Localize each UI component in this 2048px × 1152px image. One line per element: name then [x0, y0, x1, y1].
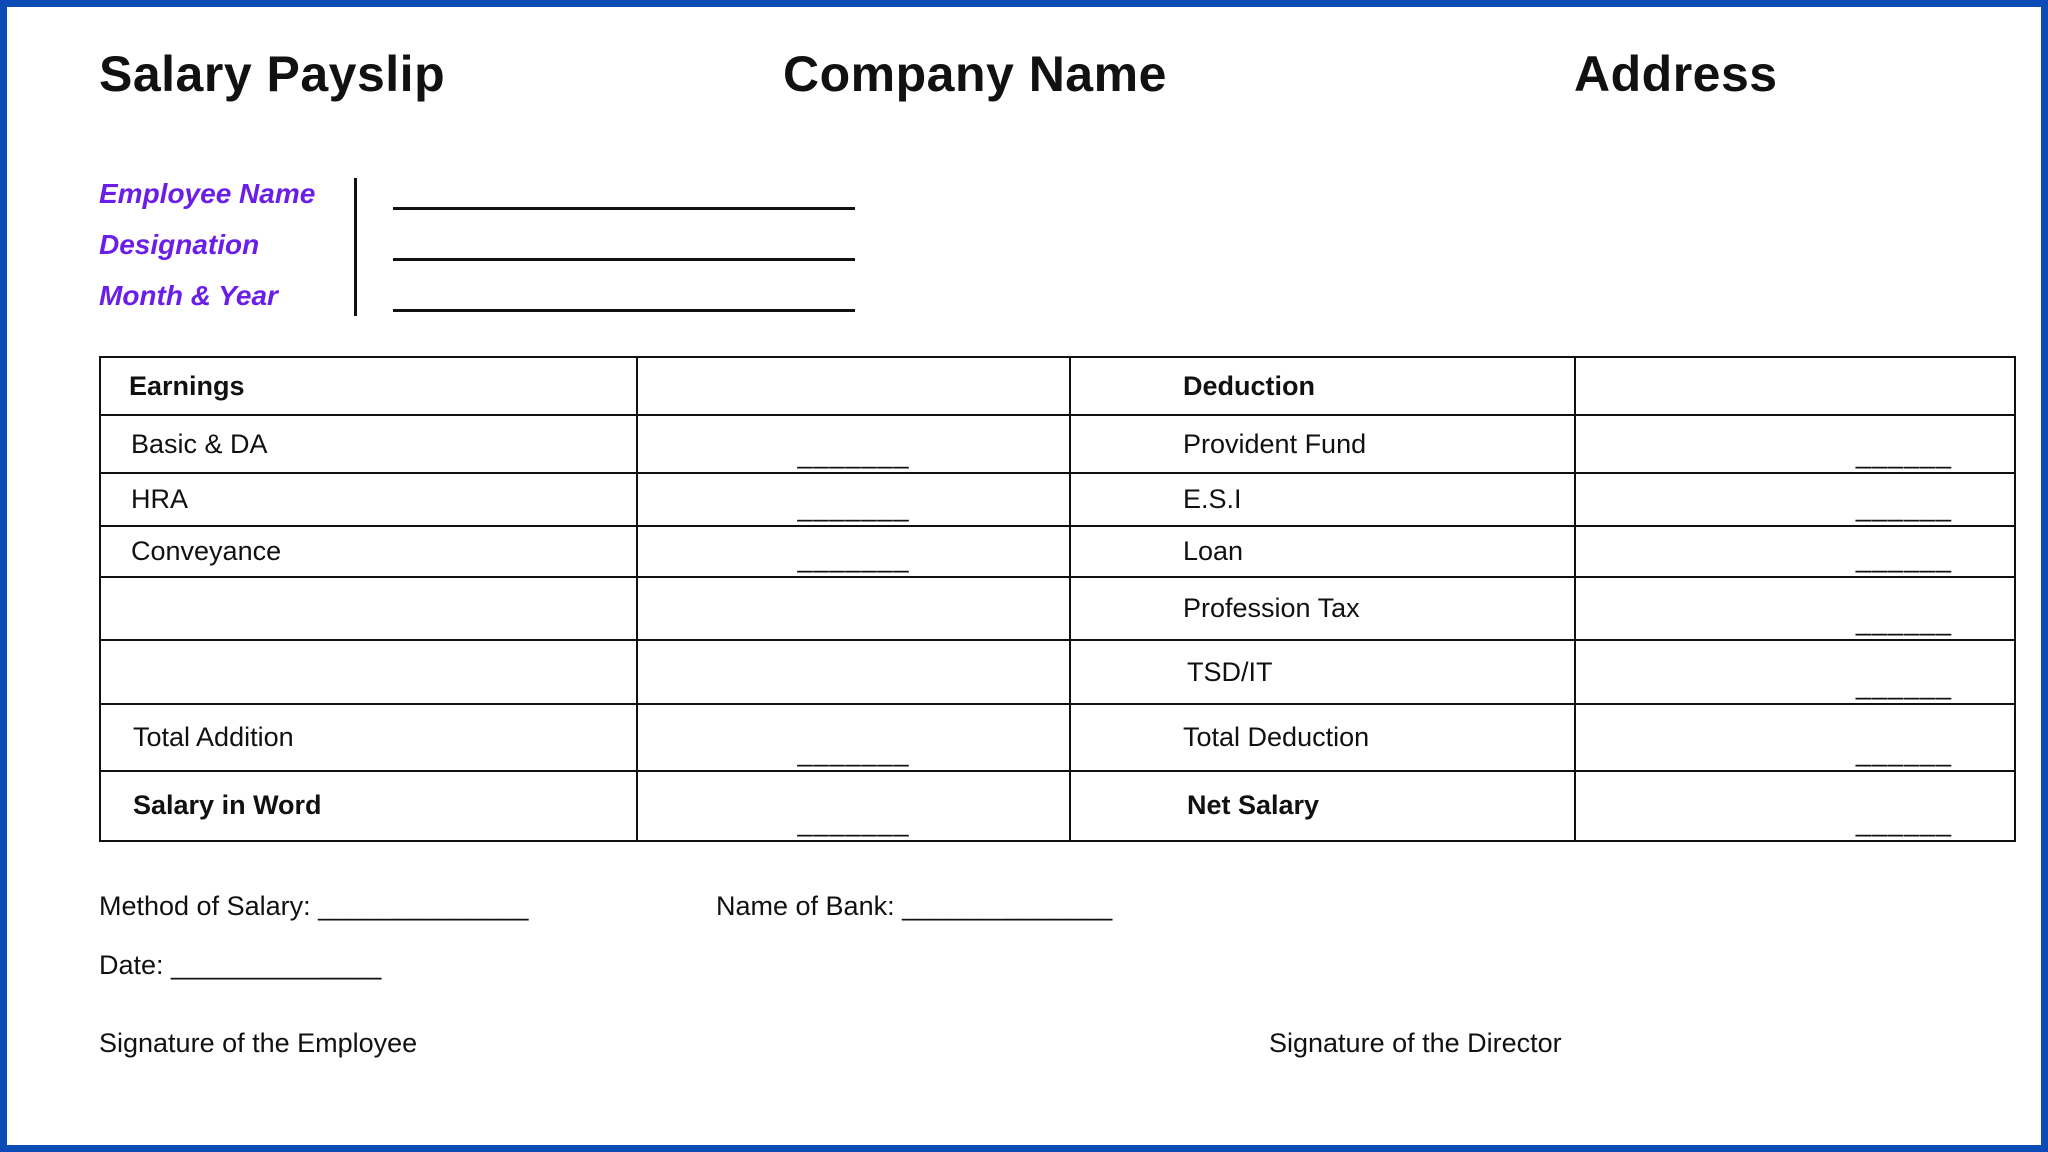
salary-in-word-value[interactable]: _______ [637, 771, 1070, 841]
employee-name-label: Employee Name [99, 178, 316, 209]
designation-row [99, 223, 879, 274]
deduction-header: Deduction [1070, 357, 1575, 415]
designation-label: Designation [99, 229, 260, 260]
table-header-row [100, 357, 2015, 415]
deduction-amount-header [1575, 357, 2015, 415]
earning-label [100, 577, 637, 640]
employee-name-field[interactable] [393, 207, 855, 210]
earning-value[interactable] [637, 577, 1070, 640]
deduction-label: TSD/IT [1070, 640, 1575, 704]
employee-info [99, 172, 879, 322]
salary-in-word-label: Salary in Word [100, 771, 637, 841]
earnings-header: Earnings [100, 357, 637, 415]
company-address: Address [1574, 46, 1778, 102]
deduction-value[interactable]: ______ [1575, 473, 2015, 525]
total-addition-value[interactable]: _______ [637, 704, 1070, 770]
month-year-label: Month & Year [99, 280, 278, 311]
net-salary-label: Net Salary [1070, 771, 1575, 841]
page-title: Salary Payslip [99, 46, 446, 102]
deduction-value[interactable]: ______ [1575, 415, 2015, 473]
deduction-value[interactable]: ______ [1575, 526, 2015, 577]
employee-signature-label: Signature of the Employee [99, 1028, 418, 1058]
month-year-row [99, 274, 879, 325]
total-deduction-label: Total Deduction [1070, 704, 1575, 770]
company-name: Company Name [783, 46, 1167, 102]
table-row [100, 704, 2015, 770]
deduction-value[interactable]: ______ [1575, 577, 2015, 640]
total-addition-label: Total Addition [100, 704, 637, 770]
deduction-label: E.S.I [1070, 473, 1575, 525]
earning-value[interactable]: _______ [637, 526, 1070, 577]
deduction-label: Provident Fund [1070, 415, 1575, 473]
method-of-salary-field[interactable]: Method of Salary: ______________ [99, 891, 529, 921]
table-row [100, 577, 2015, 640]
director-signature-label: Signature of the Director [1269, 1028, 1562, 1058]
table-row [100, 415, 2015, 473]
deduction-label: Profession Tax [1070, 577, 1575, 640]
earning-label: Basic & DA [100, 415, 637, 473]
table-row [100, 771, 2015, 841]
table-row [100, 640, 2015, 704]
employee-name-row [99, 172, 879, 223]
net-salary-value[interactable]: ______ [1575, 771, 2015, 841]
earning-label [100, 640, 637, 704]
earning-label: HRA [100, 473, 637, 525]
earning-label: Conveyance [100, 526, 637, 577]
earning-value[interactable]: _______ [637, 415, 1070, 473]
earning-value[interactable] [637, 640, 1070, 704]
earnings-amount-header [637, 357, 1070, 415]
date-field[interactable]: Date: ______________ [99, 950, 382, 980]
bank-name-field[interactable]: Name of Bank: ______________ [716, 891, 1113, 921]
salary-table [99, 356, 2016, 842]
month-year-field[interactable] [393, 309, 855, 312]
earning-value[interactable]: _______ [637, 473, 1070, 525]
table-row [100, 473, 2015, 525]
deduction-value[interactable]: ______ [1575, 640, 2015, 704]
total-deduction-value[interactable]: ______ [1575, 704, 2015, 770]
deduction-label: Loan [1070, 526, 1575, 577]
designation-field[interactable] [393, 258, 855, 261]
table-row [100, 526, 2015, 577]
